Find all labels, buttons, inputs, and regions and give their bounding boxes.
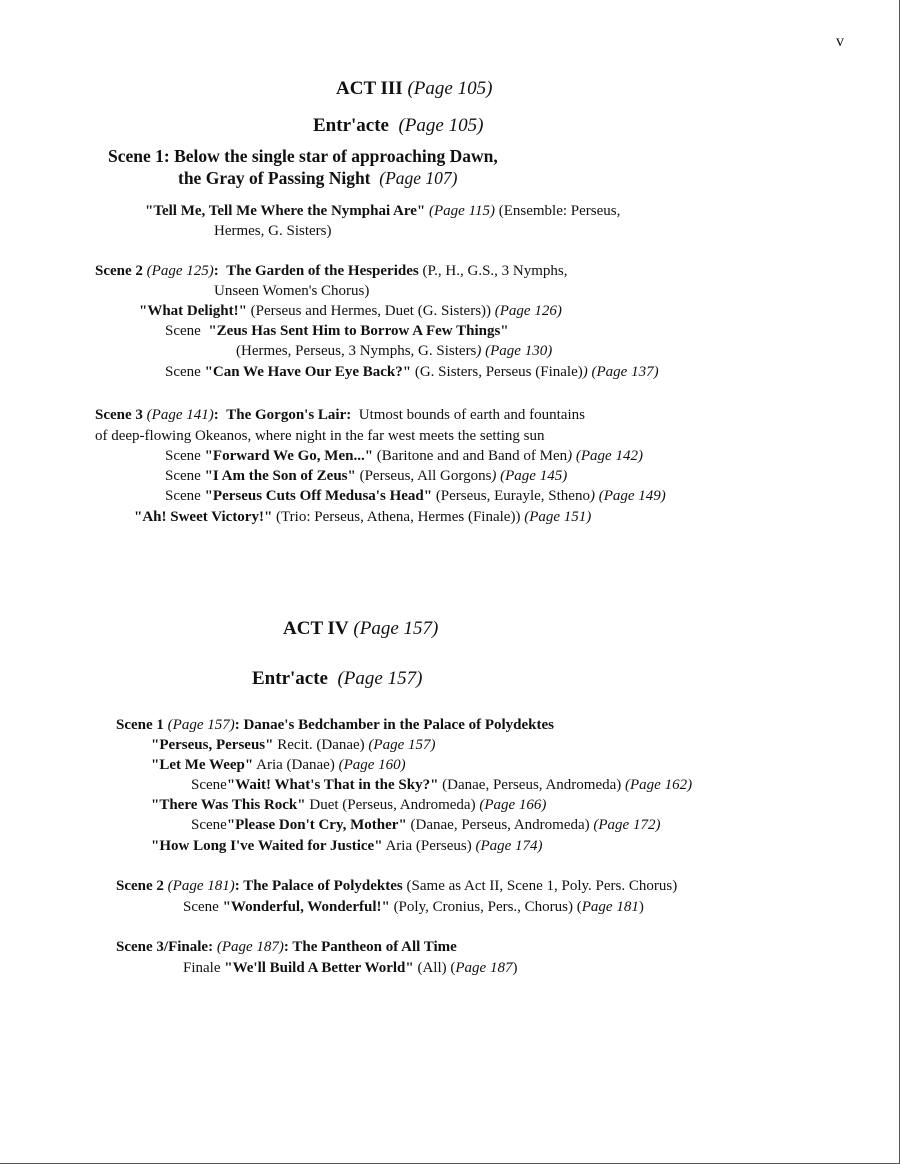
act3-scene3-song3 [165, 486, 666, 506]
song-title: "There Was This Rock" [151, 797, 306, 813]
song-title: "Wait! What's That in the Sky?" [226, 777, 439, 793]
song-close: ) [638, 899, 644, 915]
scene-page: (Page 141) [146, 407, 214, 423]
act3-scene3-song2 [165, 466, 567, 486]
song-title: "Please Don't Cry, Mother" [226, 817, 407, 833]
song-page: (Page 160) [338, 757, 406, 773]
song-prefix: Scene [165, 468, 201, 484]
song-title: "What Delight!" [139, 303, 247, 319]
song-prefix: Scene [165, 364, 201, 380]
act3-entracte [313, 114, 483, 138]
act4-scene2-song1 [183, 897, 644, 917]
scene-label: Scene 1 [116, 717, 164, 733]
song-title: "Ah! Sweet Victory!" [134, 509, 273, 525]
song-prefix: Scene [165, 323, 201, 339]
act4-scene3-heading [116, 937, 457, 957]
scene-colon: : [213, 407, 219, 423]
act3-scene1-song1-cont: Hermes, G. Sisters) [214, 223, 332, 239]
act3-scene1-page: (Page 107) [379, 168, 458, 188]
act3-scene3-song4 [134, 507, 591, 527]
song-prefix: Scene [183, 899, 219, 915]
act3-scene2-song2 [165, 321, 509, 341]
song-page: ) (Page 145) [491, 468, 568, 484]
song-page: (Page 157) [368, 737, 436, 753]
act4-scene1-song5 [191, 815, 660, 835]
scene-title: The Garden of the Hesperides [226, 263, 419, 279]
act4-scene1-song3 [191, 775, 692, 795]
song-prefix: Scene [191, 817, 227, 833]
act3-page: (Page 105) [407, 78, 493, 99]
song-title: "Zeus Has Sent Him to Borrow A Few Things" [208, 323, 509, 339]
song-cast: (Perseus, Eurayle, Stheno [435, 488, 590, 504]
act3-scene3-heading [95, 405, 585, 425]
scene-colon: : [213, 263, 219, 279]
song-cast: (Perseus, All Gorgons [359, 468, 492, 484]
scene-desc: Utmost bounds of earth and fountains [358, 407, 585, 423]
scene-title: The Gorgon's Lair: [226, 407, 352, 423]
scene-cast: (P., H., G.S., 3 Nymphs, [422, 263, 568, 279]
song-title: "I Am the Son of Zeus" [204, 468, 356, 484]
scene-label: Scene 2 [116, 878, 164, 894]
song-cast: (G. Sisters, Perseus (Finale) [414, 364, 583, 380]
song-cast: Aria (Danae) [256, 757, 335, 773]
song-page: (Page 172) [593, 817, 661, 833]
song-cast: (Danae, Perseus, Andromeda) [410, 817, 590, 833]
act4-scene1-song2 [151, 755, 406, 775]
act3-scene1-line2 [178, 166, 458, 190]
act3-scene2-cast-cont: Unseen Women's Chorus) [214, 283, 370, 299]
song-cast: (Baritone and and Band of Men [376, 448, 568, 464]
scene-page: (Page 187) [216, 939, 284, 955]
act3-scene2-song2-cont [236, 341, 552, 361]
act3-scene2-song3 [165, 362, 659, 382]
song-title: "Tell Me, Tell Me Where the Nymphai Are" [145, 203, 426, 219]
song-page: (Page 162) [625, 777, 693, 793]
act3-scene2-song1 [139, 301, 562, 321]
song-cast: Recit. (Danae) [277, 737, 365, 753]
song-prefix: Scene [165, 448, 201, 464]
song-page: ) (Page 142) [567, 448, 643, 464]
song-title: "How Long I've Waited for Justice" [151, 838, 383, 854]
act3-scene1-line1: Scene 1: Below the single star of approaching Dawn, [108, 146, 498, 166]
act4-entracte-title: Entr'acte [252, 668, 328, 689]
song-page: Page 181 [581, 899, 639, 915]
song-prefix: Scene [165, 488, 201, 504]
act3-scene1-title-cont: the Gray of Passing Night [178, 168, 371, 188]
act3-heading [336, 77, 492, 101]
act3-scene3-desc-cont: of deep-flowing Okeanos, where night in the far west meets the setting sun [95, 428, 545, 444]
song-page: ) (Page 130) [476, 343, 553, 359]
song-cast: (All) ( [417, 960, 456, 976]
song-cast: (Perseus and Hermes, Duet (G. Sisters)) [250, 303, 492, 319]
act4-page: (Page 157) [353, 618, 439, 639]
song-cast: (Ensemble: Perseus, [498, 203, 621, 219]
scene-page: (Page 125) [146, 263, 214, 279]
act3-scene1-song1 [145, 201, 620, 221]
act4-heading [283, 617, 438, 641]
scene-cast: (Same as Act II, Scene 1, Poly. Pers. Chorus) [406, 878, 678, 894]
song-page: ) (Page 149) [589, 488, 666, 504]
song-title: "Perseus, Perseus" [151, 737, 274, 753]
song-title: "Can We Have Our Eye Back?" [204, 364, 412, 380]
song-cast: Aria (Perseus) [385, 838, 472, 854]
song-page: (Page 174) [475, 838, 543, 854]
song-page: (Page 151) [524, 509, 592, 525]
song-prefix: Scene [191, 777, 227, 793]
act3-entracte-page: (Page 105) [398, 115, 484, 136]
song-page: (Page 126) [494, 303, 562, 319]
act3-entracte-title: Entr'acte [313, 115, 389, 136]
act4-scene1-heading [116, 715, 554, 735]
song-title: "We'll Build A Better World" [224, 960, 414, 976]
scene-label: Scene 3 [95, 407, 143, 423]
act4-scene1-song4 [151, 795, 546, 815]
act4-entracte-page: (Page 157) [337, 668, 423, 689]
act4-entracte [252, 667, 422, 691]
song-close: ) [512, 960, 518, 976]
scene-label: Scene 2 [95, 263, 143, 279]
scene-title: : The Pantheon of All Time [283, 939, 457, 955]
scene-title: : The Palace of Polydektes [234, 878, 403, 894]
song-cast: (Danae, Perseus, Andromeda) [442, 777, 622, 793]
act3-scene3-song1 [165, 446, 643, 466]
song-page: (Page 115) [429, 203, 495, 219]
act4-scene2-heading [116, 876, 677, 896]
song-title: "Perseus Cuts Off Medusa's Head" [204, 488, 433, 504]
song-page: Page 187 [455, 960, 513, 976]
act4-scene1-song6 [151, 836, 543, 856]
scene-label: Scene 3/Finale: [116, 939, 214, 955]
scene-page: (Page 181) [167, 878, 235, 894]
song-title: "Forward We Go, Men..." [204, 448, 374, 464]
act3-title: ACT III [336, 78, 403, 99]
scene-page: (Page 157) [167, 717, 235, 733]
song-cast: (Hermes, Perseus, 3 Nymphs, G. Sisters [236, 343, 477, 359]
act4-title: ACT IV [283, 618, 349, 639]
song-cast: (Trio: Perseus, Athena, Hermes (Finale)) [276, 509, 521, 525]
song-cast: Duet (Perseus, Andromeda) [309, 797, 476, 813]
song-title: "Let Me Weep" [151, 757, 254, 773]
song-title: "Wonderful, Wonderful!" [222, 899, 390, 915]
scene-title: : Danae's Bedchamber in the Palace of Polydektes [234, 717, 555, 733]
song-prefix: Finale [183, 960, 221, 976]
song-cast: (Poly, Cronius, Pers., Chorus) ( [393, 899, 582, 915]
act4-scene1-song1 [151, 735, 435, 755]
song-page: ) (Page 137) [582, 364, 659, 380]
song-page: (Page 166) [479, 797, 547, 813]
page-number: v [836, 33, 844, 50]
act4-scene3-song1 [183, 958, 517, 978]
act3-scene2-heading [95, 261, 568, 281]
